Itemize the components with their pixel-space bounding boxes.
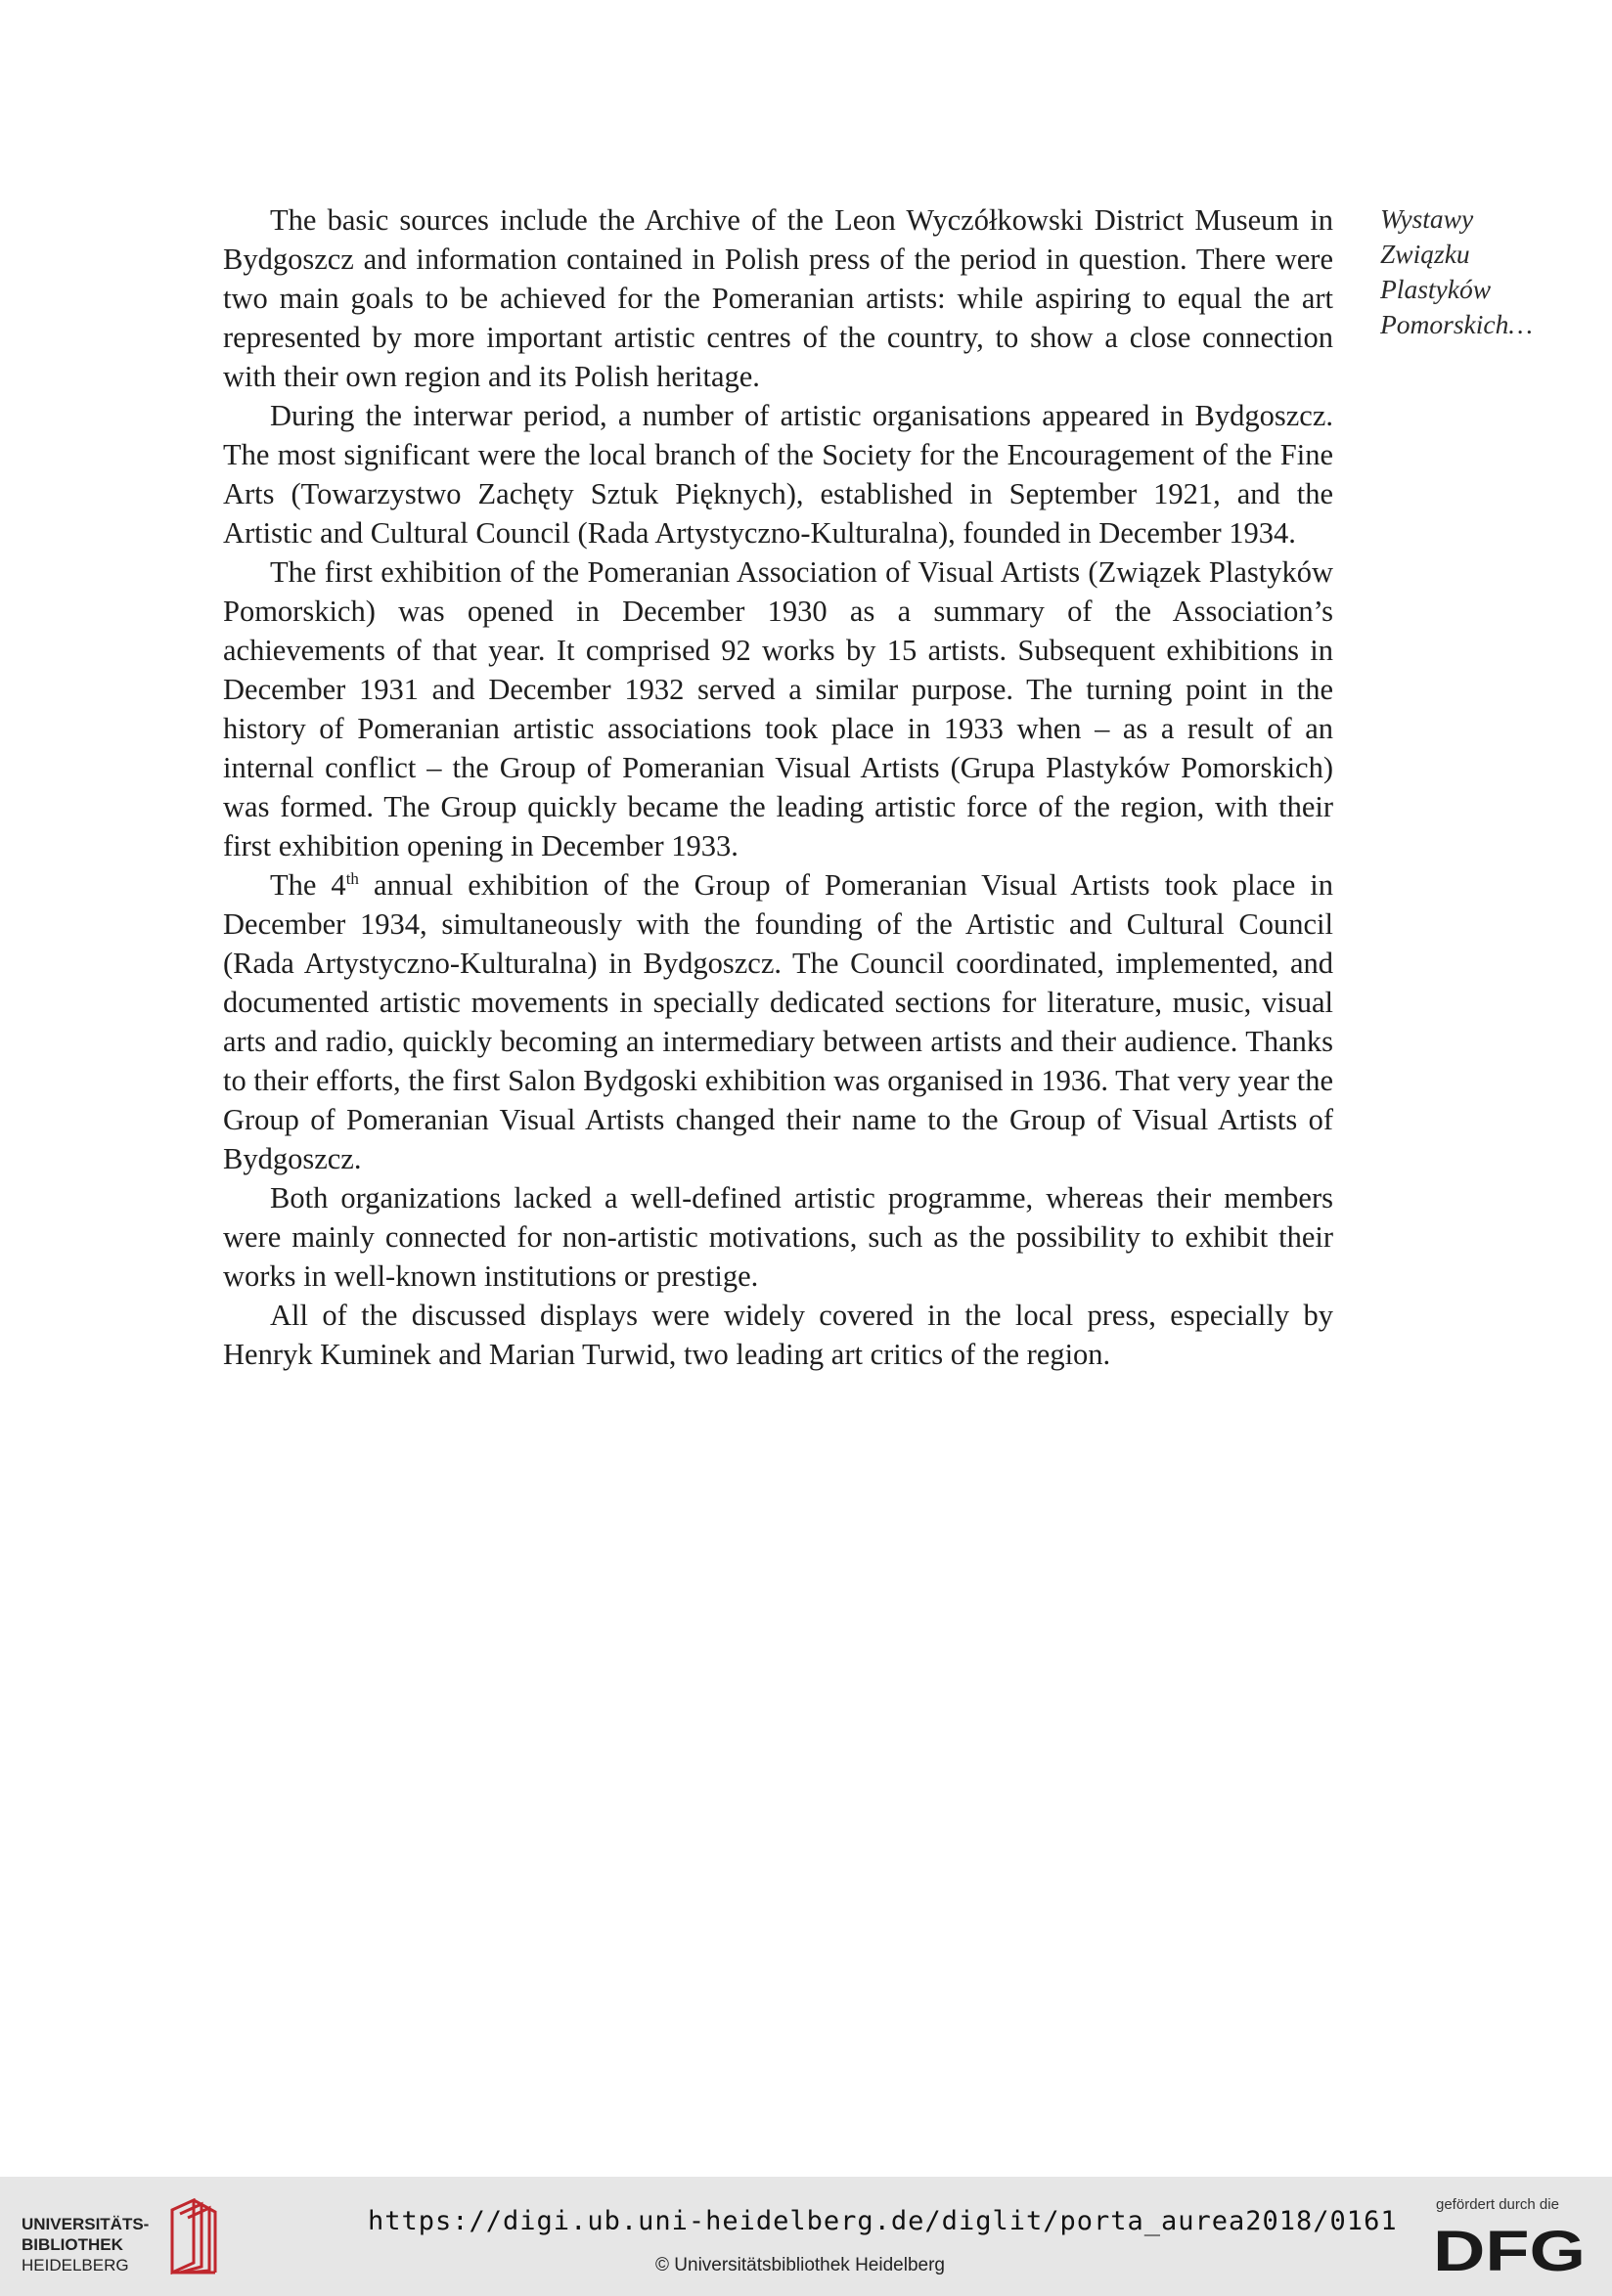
dfg-logo[interactable] (1433, 2220, 1590, 2278)
paragraph-3: The first exhibition of the Pomeranian Association of Visual Artists (Związek Plastyków Pomorskich) was opened in December 1930 as a summary of the Association’s achievements of that year. It comprised 92 works by 15 artists. Subsequent exhibitions in December 1931 and December 1932 served a similar purpose. The turning point in the history of Pomeranian artistic associations took place in 1933 when – as a result of an internal conflict – the Group of Pomeranian Visual Artists (Grupa Plastyków Pomorskich) was formed. The Group quickly became the leading artistic force of the region, with their first exhibition opening in December 1933. (223, 555, 1333, 862)
copyright-notice: © Universitätsbibliothek Heidelberg (655, 2255, 945, 2275)
paragraph-1: The basic sources include the Archive of the Leon Wyczółkowski District Museum in Bydgoszcz and information contained in Polish press of the period in question. There were two main goals to be achieved for the Pomeranian artists: while aspiring to equal the art represented by more important artistic centres of the country, to show a close connection with their own region and its Polish heritage. (223, 203, 1333, 393)
paragraph-4 (223, 865, 1333, 1178)
library-name-line: HEIDELBERG (22, 2256, 129, 2274)
paragraph-4-rest: annual exhibition of the Group of Pomeranian Visual Artists took place in December 1934, simultaneously with the founding of the Artistic and Cultural Council (Rada Artystyczno-Kulturalna) in Bydgoszcz. The Council coordinated, implemented, and documented artistic movements in specially dedicated sections for literature, music, visual arts and radio, quickly becoming an intermediary between artists and their audience. Thanks to their efforts, the first Salon Bydgoski exhibition was organised in 1936. That very year the Group of Pomeranian Visual Artists changed their name to the Group of Visual Artists of Bydgoszcz. (223, 868, 1333, 1175)
margin-note-line: Pomorskich… (1380, 309, 1533, 339)
margin-note-line: Wystawy (1380, 203, 1474, 234)
library-book-icon (158, 2198, 246, 2274)
library-name (22, 2214, 149, 2275)
footer-bar (0, 2177, 1612, 2296)
paragraph-5: Both organizations lacked a well-defined artistic programme, whereas their members were mainly connected for non-artistic motivations, such as the possibility to exhibit their works in well-known institutions or prestige. (223, 1181, 1333, 1293)
paragraph-6: All of the discussed displays were widely covered in the local press, especially by Henryk Kuminek and Marian Turwid, two leading art critics of the region. (223, 1299, 1333, 1371)
university-library-logo[interactable] (22, 2196, 237, 2274)
permalink-url[interactable]: https://digi.ub.uni-heidelberg.de/diglit/porta_aurea2018/0161 (368, 2206, 1398, 2236)
paragraph-2: During the interwar period, a number of artistic organisations appeared in Bydgoszcz. The most significant were the local branch of the Society for the Encouragement of the Fine Arts (Towarzystwo Zachęty Sztuk Pięknych), established in September 1921, and the Artistic and Cultural Council (Rada Artystyczno-Kulturalna), founded in December 1934. (223, 399, 1333, 550)
library-name-line: UNIVERSITÄTS- (22, 2215, 150, 2233)
body-text (223, 200, 1333, 1374)
running-title-margin-note (1380, 201, 1595, 342)
dfg-logo-text: DFG (1433, 2220, 1586, 2278)
dfg-funding-caption: gefördert durch die (1436, 2196, 1559, 2213)
library-name-line: BIBLIOTHEK (22, 2235, 123, 2254)
paragraph-4-start: The 4 (270, 868, 346, 902)
margin-note-line: Związku (1380, 239, 1470, 269)
margin-note-line: Plastyków (1380, 274, 1492, 304)
ordinal-superscript: th (345, 868, 359, 888)
